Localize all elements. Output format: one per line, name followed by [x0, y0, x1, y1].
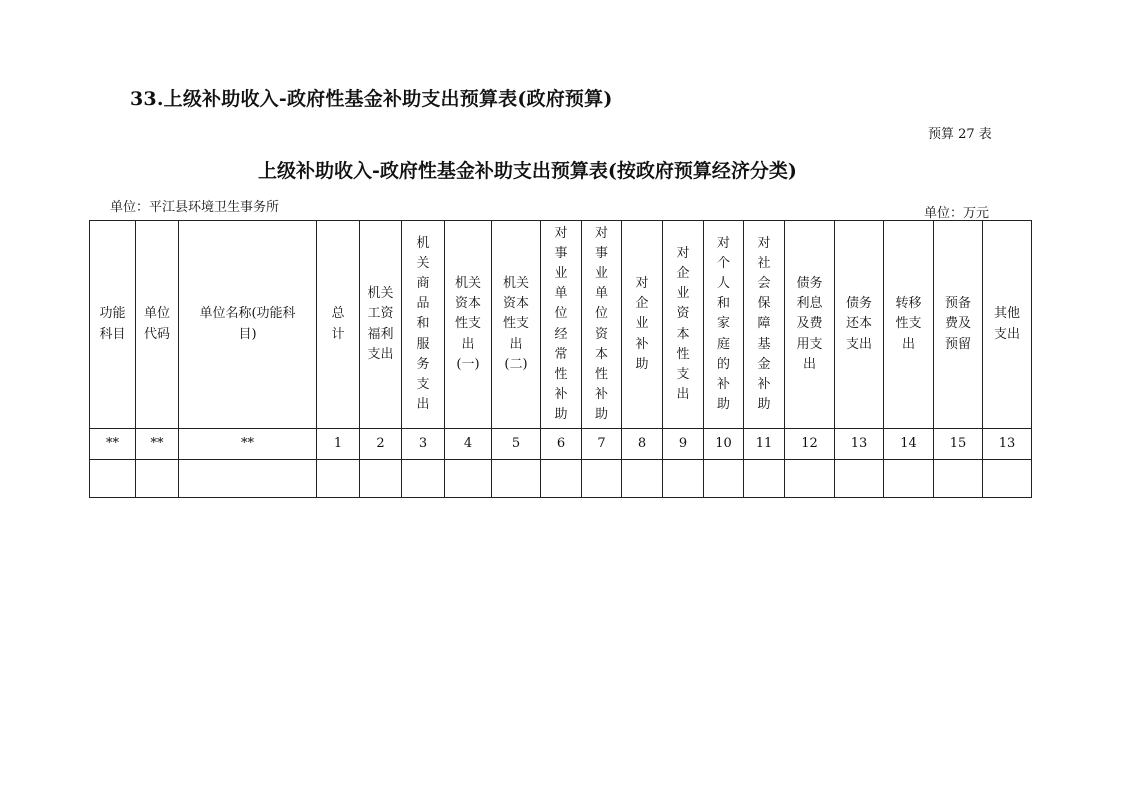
table-number: 预算 27 表 — [928, 127, 992, 142]
data-cell — [934, 460, 983, 498]
header-other: 其他支出 — [983, 221, 1032, 429]
code-cell: 9 — [663, 429, 704, 460]
data-cell — [983, 460, 1032, 498]
code-cell: 13 — [835, 429, 884, 460]
code-cell: ** — [136, 429, 179, 460]
unit-currency: 单位：万元 — [924, 206, 990, 221]
code-cell: ** — [179, 429, 317, 460]
budget-table — [89, 220, 1032, 498]
data-cell — [744, 460, 785, 498]
data-cell — [622, 460, 663, 498]
code-cell: ** — [90, 429, 136, 460]
code-cell: 3 — [402, 429, 445, 460]
header-agency-wages: 机关工资福利支出 — [360, 221, 402, 429]
table-header-row — [90, 221, 1032, 429]
code-cell: 10 — [704, 429, 744, 460]
unit-organization: 单位：平江县环境卫生事务所 — [110, 200, 280, 215]
code-cell: 11 — [744, 429, 785, 460]
code-cell: 14 — [884, 429, 934, 460]
data-cell — [663, 460, 704, 498]
code-cell: 6 — [541, 429, 582, 460]
header-debt-principal: 债务还本支出 — [835, 221, 884, 429]
header-reserve: 预备费及预留 — [934, 221, 983, 429]
header-agency-capital-2: 机关资本性支出(二) — [492, 221, 541, 429]
code-cell: 1 — [317, 429, 360, 460]
header-agency-goods-services: 机关商品和服务支出 — [402, 221, 445, 429]
table-title: 上级补助收入-政府性基金补助支出预算表(按政府预算经济分类) — [258, 160, 797, 182]
header-institution-recurring-subsidy: 对事业单位经常性补助 — [541, 221, 582, 429]
table-code-row — [90, 429, 1032, 460]
data-cell — [360, 460, 402, 498]
header-total: 总计 — [317, 221, 360, 429]
data-cell — [582, 460, 622, 498]
data-cell — [884, 460, 934, 498]
data-cell — [704, 460, 744, 498]
data-cell — [179, 460, 317, 498]
data-cell — [835, 460, 884, 498]
code-cell: 8 — [622, 429, 663, 460]
code-cell: 15 — [934, 429, 983, 460]
header-enterprise-subsidy: 对企业补助 — [622, 221, 663, 429]
code-cell: 5 — [492, 429, 541, 460]
header-transfer: 转移性支出 — [884, 221, 934, 429]
code-cell: 2 — [360, 429, 402, 460]
header-unit-code: 单位代码 — [136, 221, 179, 429]
data-cell — [541, 460, 582, 498]
data-cell — [90, 460, 136, 498]
data-cell — [492, 460, 541, 498]
header-social-security-subsidy: 对社会保障基金补助 — [744, 221, 785, 429]
code-cell: 13 — [983, 429, 1032, 460]
header-agency-capital-1: 机关资本性支出(一) — [445, 221, 492, 429]
data-cell — [402, 460, 445, 498]
header-function-subject: 功能科目 — [90, 221, 136, 429]
header-unit-name: 单位名称(功能科目) — [179, 221, 317, 429]
code-cell: 7 — [582, 429, 622, 460]
code-cell: 4 — [445, 429, 492, 460]
header-debt-interest: 债务利息及费用支出 — [785, 221, 835, 429]
header-institution-capital-subsidy: 对事业单位资本性补助 — [582, 221, 622, 429]
header-household-subsidy: 对个人和家庭的补助 — [704, 221, 744, 429]
code-cell: 12 — [785, 429, 835, 460]
data-cell — [785, 460, 835, 498]
data-cell — [136, 460, 179, 498]
table-data-row — [90, 460, 1032, 498]
data-cell — [445, 460, 492, 498]
header-enterprise-capital: 对企业资本性支出 — [663, 221, 704, 429]
data-cell — [317, 460, 360, 498]
section-title: 33.上级补助收入-政府性基金补助支出预算表(政府预算) — [130, 88, 613, 110]
